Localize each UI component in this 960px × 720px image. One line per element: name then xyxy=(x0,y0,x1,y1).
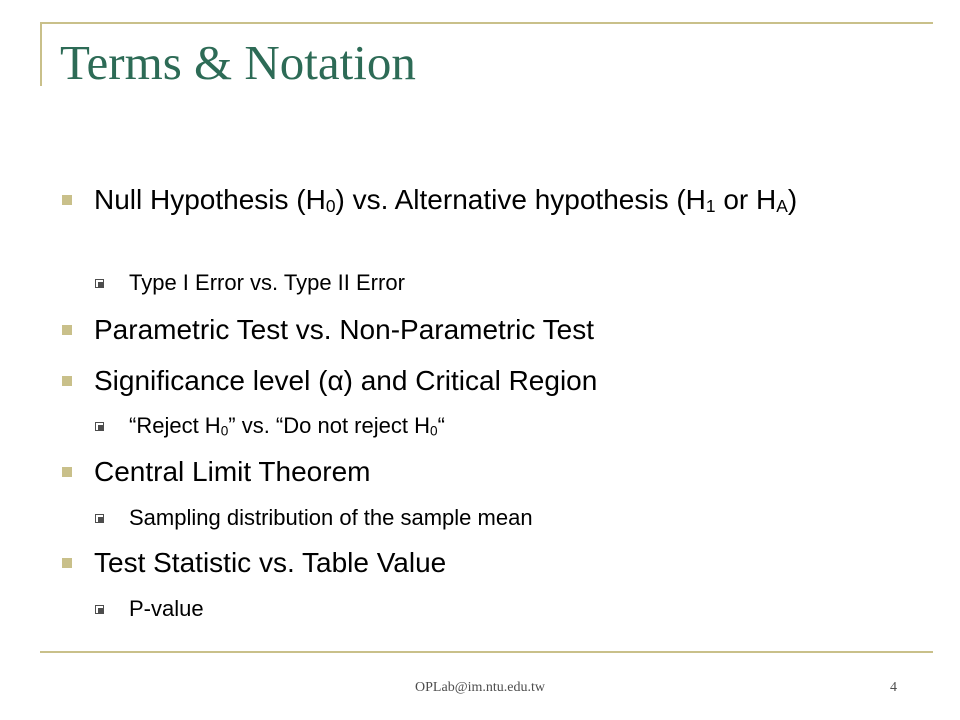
footer-email: OPLab@im.ntu.edu.tw xyxy=(415,680,545,695)
hollow-square-bullet-icon xyxy=(95,279,104,288)
subbullet-reject-h0 xyxy=(95,413,889,439)
bullet-test-statistic: Test Statistic vs. Table Value xyxy=(60,545,894,581)
bullet-square-icon xyxy=(62,467,72,477)
slide-title: Terms & Notation xyxy=(60,35,416,90)
hollow-square-bullet-icon xyxy=(95,514,104,523)
bullet-square-icon xyxy=(62,376,72,386)
subbullet-sampling-distribution: Sampling distribution of the sample mean xyxy=(95,505,889,531)
slide-body xyxy=(60,0,890,650)
bullet-square-icon xyxy=(62,195,72,205)
subbullet-type-errors: Type I Error vs. Type II Error xyxy=(95,270,889,296)
bullet-null-hypothesis xyxy=(60,182,874,218)
subbullet-p-value: P-value xyxy=(95,596,889,622)
bullet-square-icon xyxy=(62,325,72,335)
bullet-significance-level: Significance level (α) and Critical Region xyxy=(60,363,894,399)
page-number: 4 xyxy=(890,680,897,695)
bullet-central-limit-theorem: Central Limit Theorem xyxy=(60,454,894,490)
hollow-square-bullet-icon xyxy=(95,422,104,431)
bullet-parametric-test: Parametric Test vs. Non-Parametric Test xyxy=(60,312,894,348)
hollow-square-bullet-icon xyxy=(95,605,104,614)
bullet-square-icon xyxy=(62,558,72,568)
bottom-rule xyxy=(40,651,933,653)
bullet-text: Null Hypothesis $(H_0)$ vs. Alternative hypothesis ($H_1$ or $H_A$) xyxy=(94,184,798,217)
left-rule xyxy=(40,22,42,86)
subbullet-text: “Reject $H_0$” vs. “Do not reject $H_0“$ xyxy=(129,413,445,439)
